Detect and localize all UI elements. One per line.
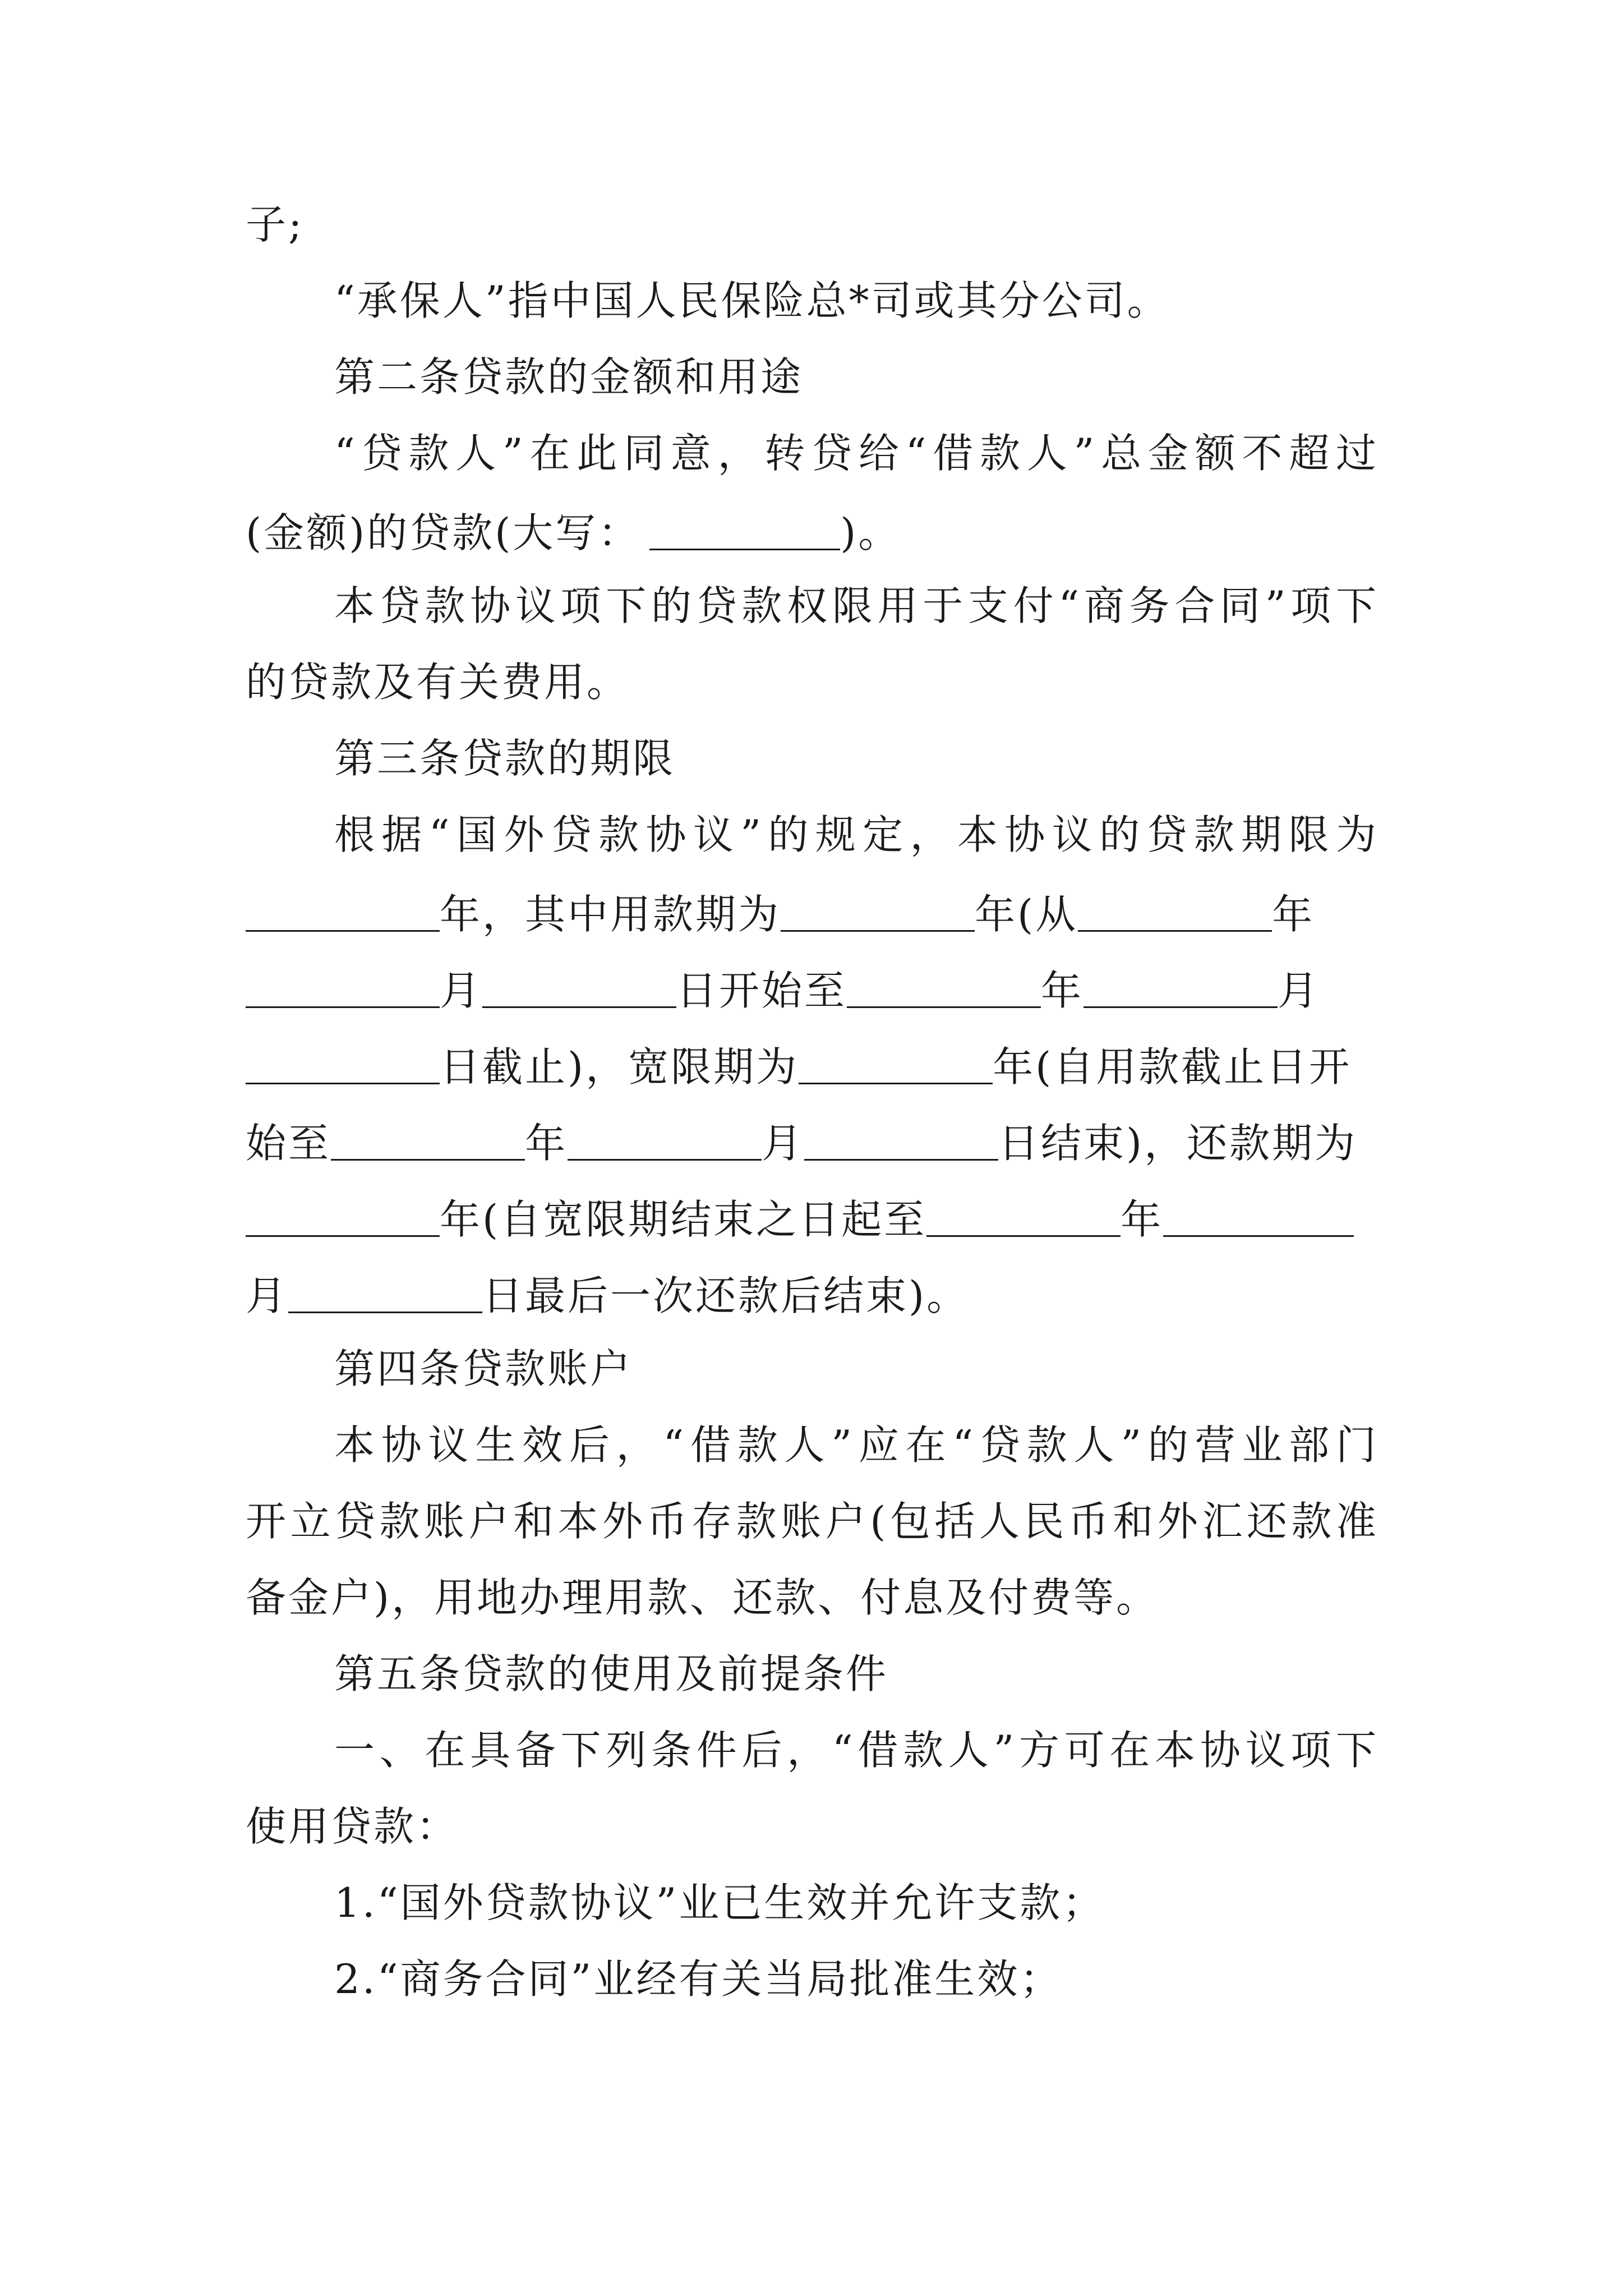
line-text: 年: [525, 1120, 568, 1167]
line-text: 开立贷款账户和本外币存款账户(包括人民币和外汇还款准: [246, 1498, 1378, 1545]
paragraph-line: [246, 1571, 1378, 1627]
line-text: 使用贷款：: [246, 1803, 459, 1850]
grace-years-blank: [799, 1037, 993, 1084]
line-text: 日最后一次还款后结束)。: [482, 1272, 970, 1319]
date-blank: [246, 960, 440, 1008]
date-blank: [847, 960, 1041, 1008]
line-text: 年: [1121, 1196, 1164, 1243]
line-text: “承保人”指中国人民保险总*司或其分公司。: [334, 277, 1170, 324]
heading-text: 第二条贷款的金额和用途: [334, 353, 804, 401]
condition-item-1: [334, 1876, 1378, 1932]
line-text: 月: [246, 1272, 289, 1319]
term-line: [246, 884, 1378, 940]
line-text: )。: [840, 509, 901, 556]
line-text: 年(从: [975, 891, 1078, 938]
date-blank: [926, 1189, 1121, 1237]
line-text: 2.“商务合同”业经有关当局批准生效；: [334, 1955, 1063, 2003]
line-text: 1.“国外贷款协议”业已生效并允许支款；: [334, 1879, 1105, 1926]
paragraph-line: [334, 579, 1378, 635]
line-text: 年: [1272, 891, 1315, 938]
line-text: “贷款人”在此同意，转贷给“借款人”总金额不超过: [334, 430, 1378, 477]
article-4-heading: [334, 1342, 1378, 1398]
line-text: 年，其中用款期为: [440, 891, 781, 938]
article-3-heading: [334, 731, 1378, 788]
line-text: 日截止)，宽限期为: [440, 1043, 799, 1091]
date-blank: [246, 1037, 440, 1084]
paragraph-line: [334, 1723, 1378, 1779]
line-text: 年(自用款截止日开: [993, 1043, 1352, 1091]
date-blank: [804, 1113, 998, 1161]
term-line: [246, 1113, 1378, 1169]
heading-text: 第五条贷款的使用及前提条件: [334, 1650, 889, 1697]
line-text: 年(自宽限期结束之日起至: [440, 1196, 927, 1243]
amount-line: [246, 503, 1378, 559]
amount-in-words-blank: [649, 503, 840, 550]
paragraph-line: [334, 426, 1378, 482]
paragraph-line: [334, 1418, 1378, 1474]
article-5-heading: [334, 1647, 1378, 1703]
date-blank: [1083, 960, 1278, 1008]
article-2-heading: [334, 350, 1378, 406]
date-blank: [482, 960, 676, 1008]
line-text: 月: [1278, 967, 1321, 1014]
term-line: [246, 960, 1378, 1016]
paragraph-line: [246, 655, 1378, 711]
date-blank: [568, 1113, 762, 1161]
paragraph-line: [334, 808, 1378, 864]
line-text: 月: [762, 1120, 805, 1167]
line-text: 根据“国外贷款协议”的规定，本协议的贷款期限为: [334, 811, 1378, 858]
date-blank: [331, 1113, 525, 1161]
line-text: 的贷款及有关费用。: [246, 659, 630, 706]
term-line: [246, 1266, 1378, 1322]
term-line: [246, 1189, 1378, 1245]
line-text: 日结束)，还款期为: [998, 1120, 1358, 1167]
line-text: 本协议生效后，“借款人”应在“贷款人”的营业部门: [334, 1421, 1378, 1469]
line-text: 始至: [246, 1120, 331, 1167]
line-text: (金额)的贷款(大写：: [246, 509, 641, 556]
date-blank: [1078, 884, 1272, 932]
term-years-blank: [246, 884, 440, 932]
repayment-years-blank: [246, 1189, 440, 1237]
paragraph-line: [246, 1800, 1378, 1856]
heading-text: 第三条贷款的期限: [334, 735, 676, 782]
line-text: 子;: [246, 201, 305, 248]
paragraph-line: [246, 197, 1378, 254]
line-text: 一、在具备下列条件后，“借款人”方可在本协议项下: [334, 1727, 1378, 1774]
date-blank: [288, 1266, 482, 1313]
heading-text: 第四条贷款账户: [334, 1345, 633, 1392]
line-text: 本贷款协议项下的贷款权限用于支付“商务合同”项下: [334, 582, 1378, 629]
line-text: 备金户)，用地办理用款、还款、付息及付费等。: [246, 1574, 1159, 1621]
definition-underwriter: [334, 274, 1378, 330]
line-text: 年: [1041, 967, 1084, 1014]
term-line: [246, 1037, 1378, 1093]
line-text: 月: [440, 967, 483, 1014]
line-text: 日开始至: [676, 967, 847, 1014]
drawdown-years-blank: [781, 884, 975, 932]
paragraph-line: [246, 1494, 1378, 1550]
date-blank: [1163, 1189, 1354, 1237]
condition-item-2: [334, 1952, 1378, 2008]
